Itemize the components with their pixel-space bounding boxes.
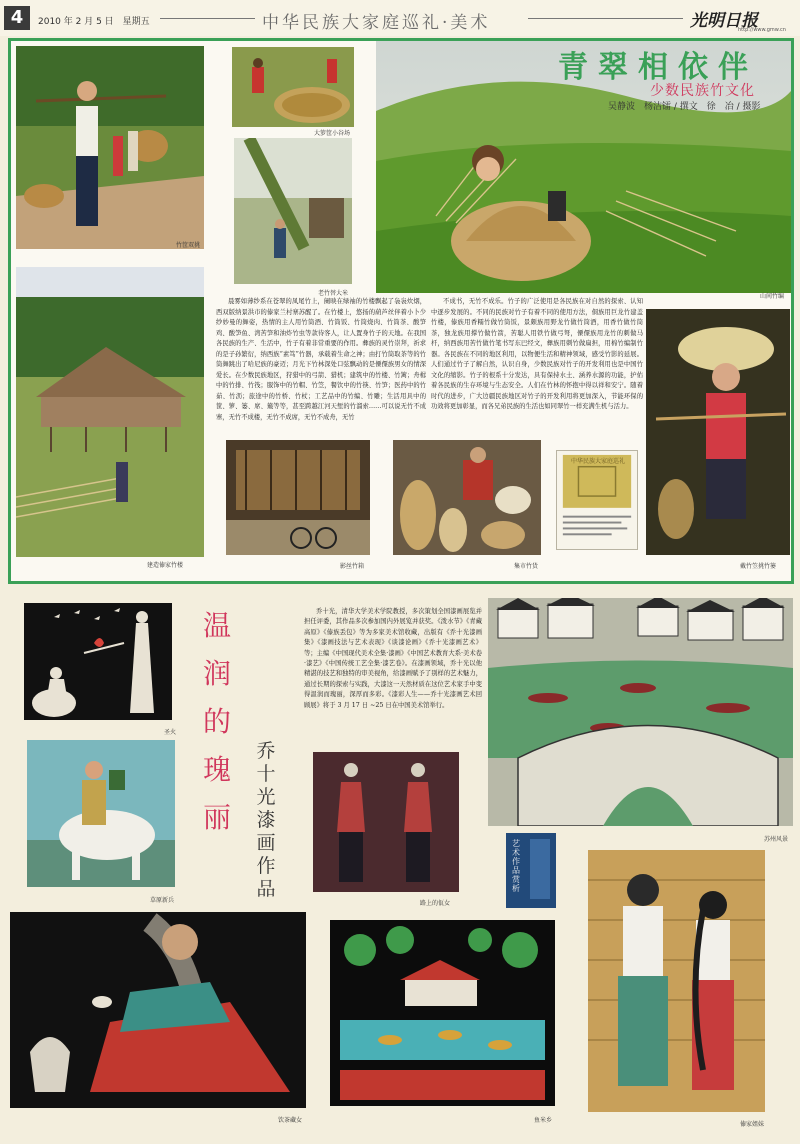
subtitle-char-3: 光: [256, 786, 276, 808]
page-header: [0, 0, 800, 36]
series-stamp: [556, 450, 638, 550]
caption-market: 集市竹货: [514, 563, 539, 570]
stilt-house-photo: [16, 267, 204, 557]
subtitle-char-1: 乔: [256, 740, 276, 762]
parasol-girl-photo: [646, 309, 790, 555]
caption-hillside: 山间竹编: [760, 293, 785, 300]
subtitle-char-4: 漆: [256, 809, 276, 831]
feature-subtitle: 少数民族竹文化: [650, 83, 755, 99]
bamboo-article-col1: 晨雾如薄纱系在苍翠的凤尾竹上，阑映在绿袖的竹楼飘起了袅袅炊烟，西双版纳景洪市的傣家兰村寨苏醒了。在竹楼上，悠扬的葫芦丝伴着小卜少纱妙曼的舞姿，热情的主人用竹筒酒、竹筒饭、竹筒烧肉、竹筒茶、酸笋鸡、酸笋鱼、湾苦笋和油炸竹虫等款待客人，让人置身竹子的天地。在我国各民族的生产、生活中，竹子有着非常重要的作用。彝族的灵竹崇拜，祈求的是子孙繁衍，纳西族“素笃”竹器，承载着生命之神；由打竹筒取茶等的竹筒舞跳出了哈尼族的豪迈；月光下竹林深处口弦飘动的是傈僳族男女的情深爱长。在少数民族地区，狩猎中的弓箭、猎机；建筑中的竹楼、竹篱；舟楫中的竹排、竹筏；服饰中的竹帽、竹笠，餐饮中的竹筷、竹笋；医药中的竹茹、竹沥；旅途中的竹桥、竹杖；工艺品中的竹编、竹雕；生活用具中的筐、箩、篓、席、簸等等，甚至跨越江河天堑的竹溜索……可以说无竹不成寨，无竹不成楼，无竹不成席，无竹不成舟，无竹: [216, 298, 426, 421]
bamboo-article-col2: 不成书，无竹不成乐。竹子的广泛使用是各民族在对自然的探索、认知中逐步发展的。不同的民族对竹子有着不同的使用方法，侗族用巨龙竹建盖竹楼，傣族用香糯竹做竹筒饭，景颇族用野龙竹做竹筒酒，用香竹做竹筒茶，独龙族用撑竹做竹箭，苦聪人用铁竹做弓弩，傈僳族用龙竹的刺做马杆，纳西族用苦竹做竹笔书写东巴经文，彝族用刺竹做扁担，用棉竹编制竹器。各民族在不同的地区利用，以物便生活和精神领域，感受竹影的延展。人们通过竹子了解自然，认识自身，少数民族对竹子的开发利用也是中国竹文化的缩影。竹子的根系十分发达，具有保持水土、涵养水源的功能，护佑着各民族的生存环境与生态安全。人们在竹林的怀抱中得以祥和安宁。随着时代的进步，广大边疆民族地区对竹子的开发利用将更加深入，节能环保的功效将更加彰显，而各兄弟民族的生活也如同翠竹一样充满生机与活力。: [431, 298, 643, 410]
header-rule-right: [528, 18, 683, 19]
book-cover-band: [530, 839, 550, 899]
lacquer-feature-title: [202, 602, 232, 842]
caption-shadow-workshop: 影丝竹箱: [340, 563, 365, 570]
issue-date: 2010 年 2 月 5 日 星期五: [38, 17, 150, 27]
market-photo: [393, 440, 541, 555]
feature-byline: 吴静波 杨洁镭 / 撰文 徐 冶 / 摄影: [608, 102, 761, 112]
newspaper-logo: 光明日报: [690, 11, 758, 31]
shoulder-pole-photo: [16, 46, 204, 249]
newspaper-url: http://www.gmw.cn: [738, 27, 786, 33]
subtitle-char-2: 十: [256, 763, 276, 785]
shadow-workshop-photo: [226, 440, 370, 555]
header-rule-left: [160, 18, 255, 19]
caption-pole-cut: 老竹替大米: [318, 290, 349, 297]
lacquer-feature-subtitle: [255, 740, 277, 901]
caption-fire: 圣火: [164, 729, 177, 736]
lacquer-intro: 乔十光，清华大学美术学院教授，多次策划全国漆画展览并担任评委，其作品多次参加国内外展览并获奖。《泼水节》《青藏高原》《傣族丢包》等为多家美术馆收藏，出版有《乔十光漆画集》《漆画技法与艺术表现》《谈漆论画》《乔十光漆画艺术》等；主编《中国现代美术全集·漆画》《中国艺术教育大系·美术卷·漆艺》《中国传统工艺全集·漆艺卷》。在漆画领域，乔十光以他精湛的技艺和独特的审美视角，给漆画赋予了别样的艺术魅力，通过长期的探索与实践，大漆这一天然材质在这位艺术家手中变得温润而瑰丽，深厚而多彩。《漆彩人生——乔十光漆画艺术回顾展》将于 3 月 17 日 ~25 日在中国美术馆举行。: [304, 608, 482, 709]
fire-painting: [24, 603, 172, 720]
caption-stilt-house: 建造傣家竹楼: [147, 562, 184, 569]
caption-sisters: 傣家姐妹: [740, 1121, 765, 1128]
section-title: 中华民族大家庭巡礼·美术: [262, 13, 491, 33]
caption-grassland: 草原新兵: [150, 897, 175, 904]
title-char-1: 温: [202, 609, 231, 642]
caption-tea: 饮茶藏女: [278, 1117, 303, 1124]
stamp-label: 中华民族大家庭巡礼: [570, 458, 625, 465]
book-title: 艺术作品赏析: [512, 839, 520, 893]
caption-bamboo-yard: 大箩筐小谷场: [314, 130, 351, 137]
feature-title: 青翠相依伴: [558, 50, 758, 85]
bamboo-yard-photo: [232, 47, 354, 127]
caption-parasol-girl: 戴竹笠挑竹篓: [740, 563, 777, 570]
title-char-4: 瑰: [202, 753, 231, 786]
caption-suzhou: 苏州风景: [764, 836, 789, 843]
water-girls-painting: [313, 752, 459, 892]
caption-fish-rice: 鱼米乡: [534, 1117, 553, 1124]
suzhou-painting: [488, 598, 793, 826]
page-number: 4: [4, 6, 30, 30]
title-char-5: 丽: [202, 801, 231, 834]
title-char-3: 的: [202, 705, 231, 738]
caption-shoulder-pole: 竹筐双挑: [176, 242, 201, 249]
fish-rice-painting: [330, 920, 555, 1106]
tea-painting: [10, 912, 306, 1108]
title-char-2: 润: [202, 657, 231, 690]
book-cover: [506, 833, 556, 908]
grassland-painting: [27, 740, 175, 887]
pole-cut-photo: [234, 138, 352, 284]
subtitle-char-5: 画: [256, 832, 276, 854]
subtitle-char-6: 作: [256, 855, 276, 877]
subtitle-char-7: 品: [256, 878, 276, 900]
sisters-painting: [588, 850, 765, 1112]
caption-water-girls: 路上的佤女: [420, 900, 451, 907]
